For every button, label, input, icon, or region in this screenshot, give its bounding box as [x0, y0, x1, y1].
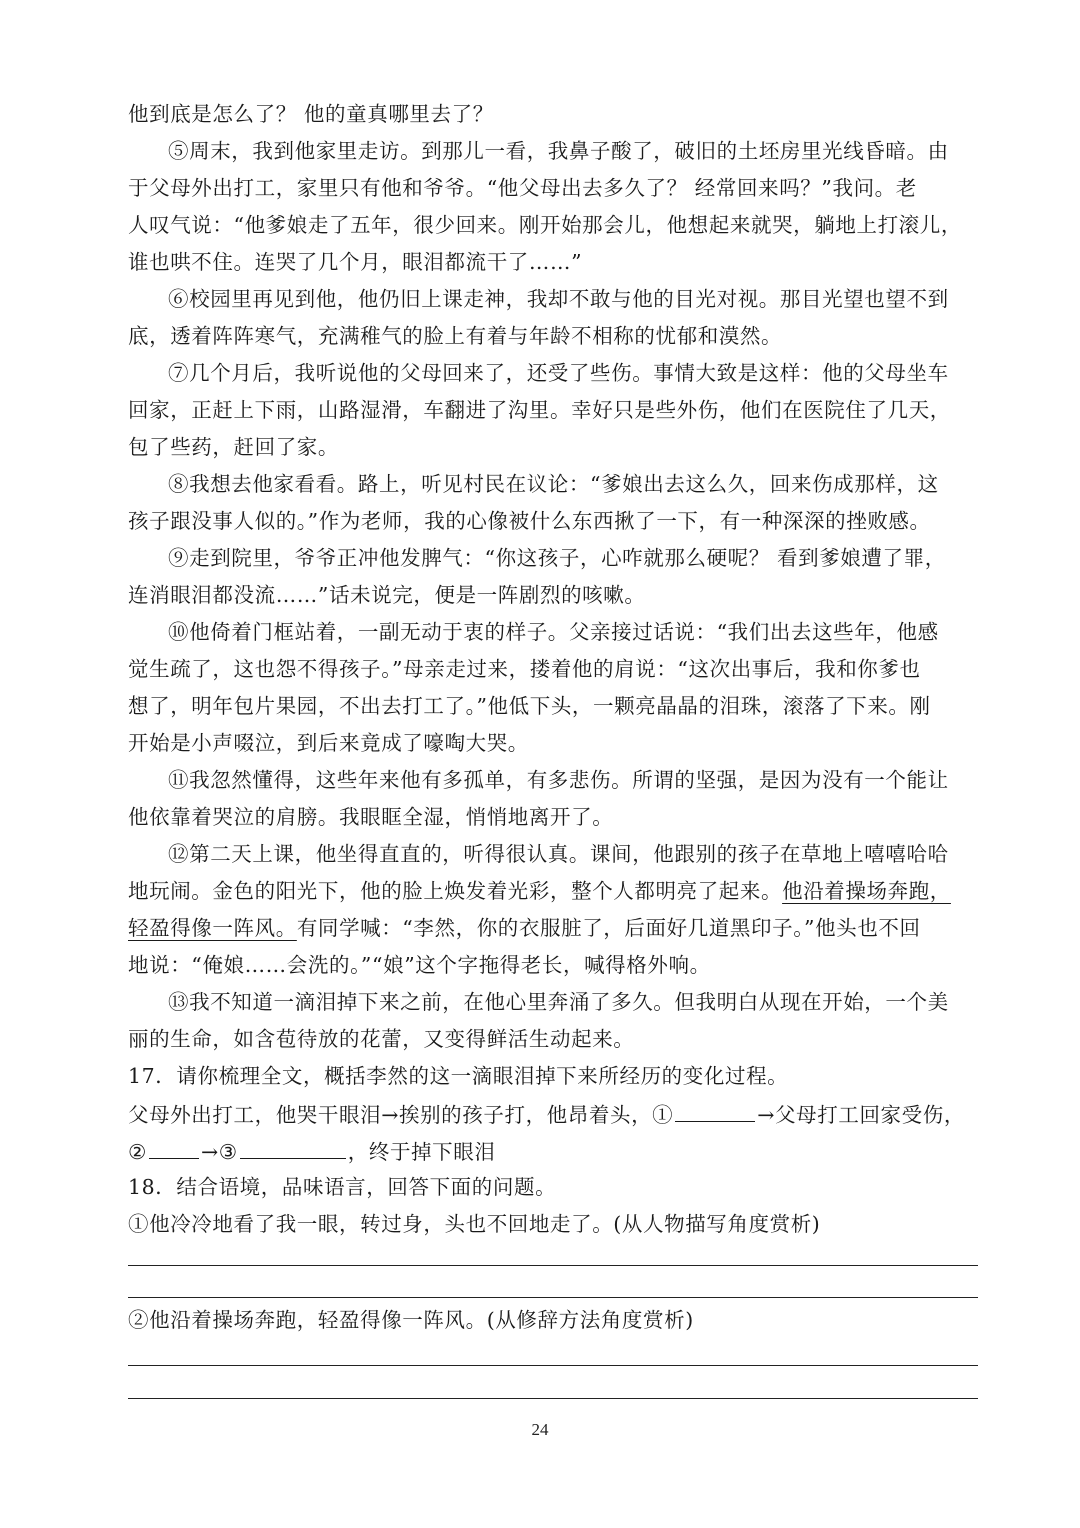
question-17-chain-line [128, 1132, 978, 1169]
question-17-prompt: 17．请你梳理全文，概括李然的这一滴眼泪掉下来所经历的变化过程。 [128, 1064, 789, 1088]
question-18-sub-2-wrap [128, 1302, 978, 1339]
paragraph-8-line: 孩子跟没事人似的。”作为老师，我的心像被什么东西揪了一下，有一种深深的挫败感。 [128, 509, 931, 533]
question-18-prompt: 18．结合语境，品味语言，回答下面的问题。 [128, 1175, 557, 1199]
paragraph-5-line: ⑤周末，我到他家里走访。到那儿一看，我鼻子酸了，破旧的土坯房里光线昏暗。由 [168, 139, 949, 163]
paragraph-12-line [128, 873, 978, 910]
passage-line: 他到底是怎么了？ 他的童真哪里去了？ [128, 102, 494, 126]
chain-text: →父母打工回家受伤， [757, 1103, 965, 1127]
chain-text: ，终于掉下眼泪 [347, 1140, 496, 1164]
answer-line[interactable] [128, 1297, 978, 1298]
chain-text: 父母外出打工，他哭干眼泪→挨别的孩子打，他昂着头，① [128, 1103, 674, 1127]
paragraph-13-line: ⑬我不知道一滴泪掉下来之前，在他心里奔涌了多久。但我明白从现在开始，一个美 [168, 990, 949, 1014]
paragraph-13-line: 丽的生命，如含苞待放的花蕾，又变得鲜活生动起来。 [128, 1027, 635, 1051]
underlined-sentence: 他沿着操场奔跑， [782, 879, 951, 903]
answer-blank-2[interactable] [149, 1132, 199, 1159]
paragraph-6-line: 底，透着阵阵寒气，充满稚气的脸上有着与年龄不相称的忧郁和漠然。 [128, 324, 783, 348]
question-17-chain-line [128, 1095, 978, 1132]
chain-marker: →③ [200, 1140, 238, 1164]
answer-blank-3[interactable] [240, 1132, 346, 1159]
underlined-sentence: 轻盈得像一阵风。 [128, 916, 297, 940]
paragraph-10-line: 开始是小声啜泣，到后来竟成了嚎啕大哭。 [128, 731, 529, 755]
answer-line[interactable] [128, 1365, 978, 1366]
answer-line[interactable] [128, 1398, 978, 1399]
answer-line[interactable] [128, 1265, 978, 1266]
paragraph-7-line: 回家，正赶上下雨，山路湿滑，车翻进了沟里。幸好只是些外伤，他们在医院住了几天， [128, 398, 951, 422]
paragraph-5-line: 谁也哄不住。连哭了几个月，眼泪都流干了……” [128, 250, 583, 274]
question-18-sub-1: ①他冷冷地看了我一眼，转过身，头也不回地走了。(从人物描写角度赏析) [128, 1212, 821, 1236]
paragraph-8-line: ⑧我想去他家看看。路上，听见村民在议论：“爹娘出去这么久，回来伤成那样，这 [168, 472, 939, 496]
chain-marker: ② [128, 1140, 147, 1164]
paragraph-11-line: 他依靠着哭泣的肩膀。我眼眶全湿，悄悄地离开了。 [128, 805, 614, 829]
paragraph-10-line: 觉生疏了，这也怨不得孩子。”母亲走过来，搂着他的肩说：“这次出事后，我和你爹也 [128, 657, 921, 681]
reading-passage [128, 96, 978, 1243]
paragraph-6-line: ⑥校园里再见到他，他仍旧上课走神，我却不敢与他的目光对视。那目光望也望不到 [168, 287, 949, 311]
paragraph-12-line: ⑫第二天上课，他坐得直直的，听得很认真。课间，他跟别的孩子在草地上嘻嘻哈哈 [168, 842, 949, 866]
paragraph-5-line: 人叹气说：“他爹娘走了五年，很少回来。刚开始那会儿，他想起来就哭，躺地上打滚儿， [128, 213, 962, 237]
page-number: 24 [531, 1420, 549, 1439]
paragraph-7-line: 包了些药，赶回了家。 [128, 435, 339, 459]
paragraph-12-line: 地说：“俺娘……会洗的。”“娘”这个字拖得老长，喊得格外响。 [128, 953, 711, 977]
paragraph-10-line: ⑩他倚着门框站着，一副无动于衷的样子。父亲接过话说：“我们出去这些年，他感 [168, 620, 939, 644]
paragraph-12-line [128, 910, 978, 947]
paragraph-7-line: ⑦几个月后，我听说他的父母回来了，还受了些伤。事情大致是这样：他的父母坐车 [168, 361, 949, 385]
paragraph-9-line: ⑨走到院里，爷爷正冲他发脾气：“你这孩子，心咋就那么硬呢？ 看到爹娘遭了罪， [168, 546, 946, 570]
answer-blank-1[interactable] [675, 1095, 755, 1122]
paragraph-5-line: 于父母外出打工，家里只有他和爷爷。“他父母出去多久了？ 经常回来吗？”我问。老 [128, 176, 917, 200]
question-18-sub-2: ②他沿着操场奔跑，轻盈得像一阵风。(从修辞方法角度赏析) [128, 1308, 694, 1332]
paragraph-11-line: ⑪我忽然懂得，这些年来他有多孤单，有多悲伤。所谓的坚强，是因为没有一个能让 [168, 768, 949, 792]
paragraph-12-text: 有同学喊：“李然，你的衣服脏了，后面好几道黑印子。”他头也不回 [296, 916, 921, 940]
paragraph-9-line: 连消眼泪都没流……”话未说完，便是一阵剧烈的咳嗽。 [128, 583, 646, 607]
paragraph-12-text: 地玩闹。金色的阳光下，他的脸上焕发着光彩，整个人都明亮了起来。 [128, 879, 783, 903]
paragraph-10-line: 想了，明年包片果园，不出去打工了。”他低下头，一颗亮晶晶的泪珠，滚落了下来。刚 [128, 694, 931, 718]
